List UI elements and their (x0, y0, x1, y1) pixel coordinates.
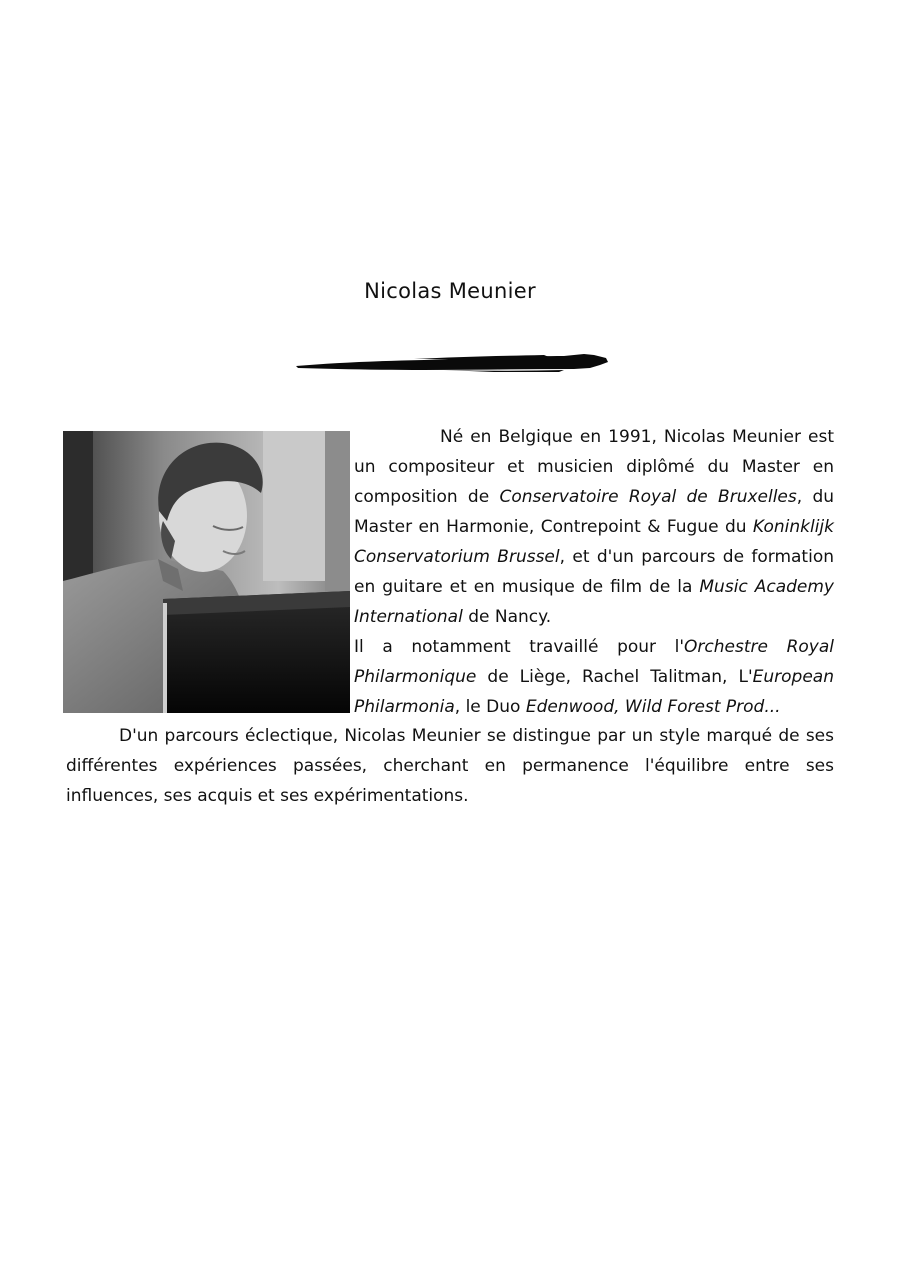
bio-text (354, 422, 834, 722)
portrait-photo (63, 431, 350, 713)
brush-stroke-divider (294, 350, 610, 376)
bio-paragraph-3: D'un parcours éclectique, Nicolas Meunier se distingue par un style marqué de ses différentes expériences passées, cherchant en permanence l'équilibre entre ses influences, ses acquis et ses expérimentations. (66, 726, 834, 806)
bio-paragraph-1: Né en Belgique en 1991, Nicolas Meunier est un compositeur et musicien diplômé du Master en composition de Conservatoire Royal de Bruxelles, du Master en Harmonie, Contrepoint & Fugue du Koninklijk Conservatorium Brussel, et d'un parcours de formation en guitare et en musique de film de la Music Academy International de Nancy. (354, 427, 835, 627)
page-title: Nicolas Meunier (364, 279, 536, 303)
bio-paragraph-2: Il a notamment travaillé pour l'Orchestre Royal Philarmonique de Liège, Rachel Talitman, L'European Philarmonia, le Duo Edenwood, Wild Forest Prod... (354, 637, 834, 717)
